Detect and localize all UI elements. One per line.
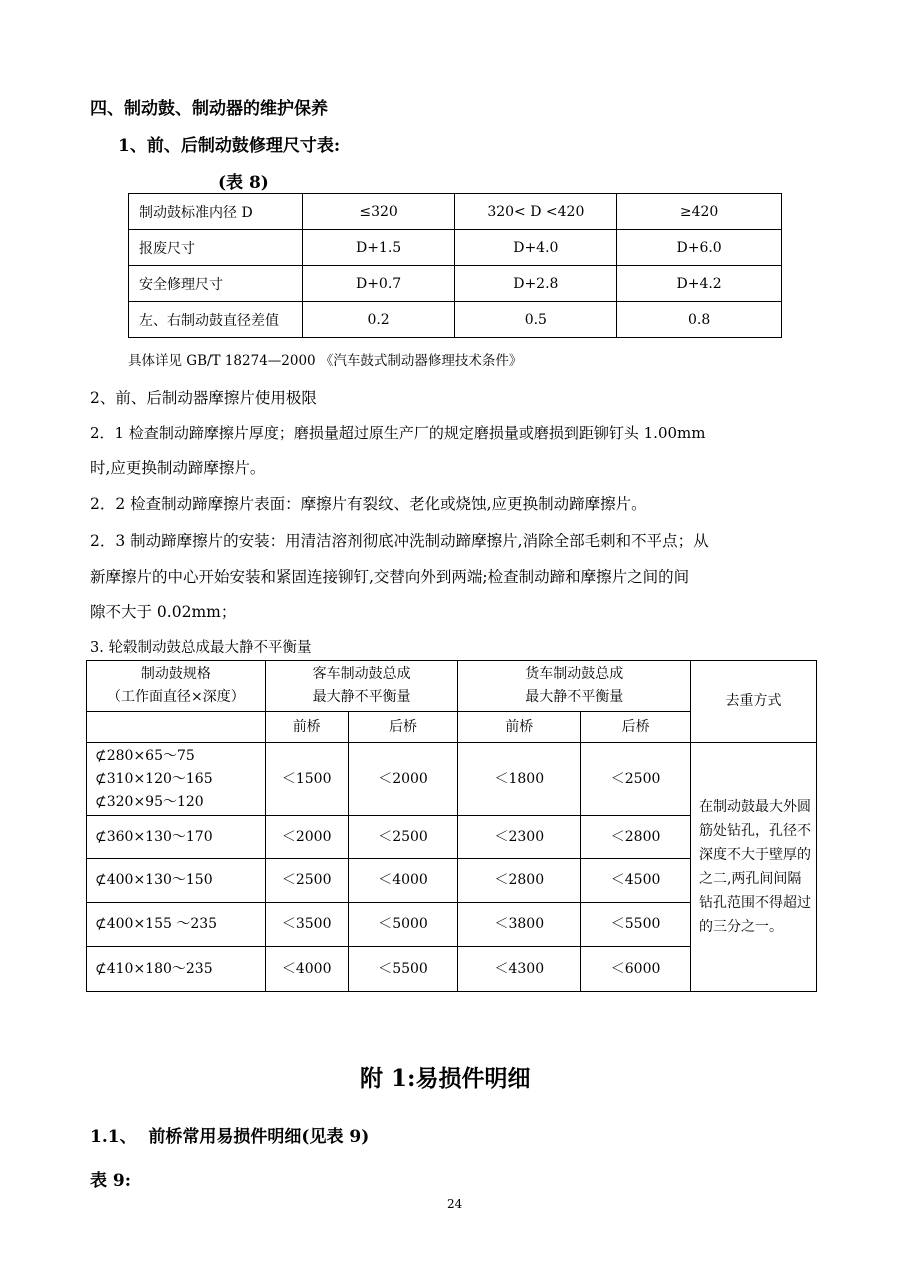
table-cell: ＜2500 (348, 816, 458, 859)
paragraph-2-2: 2．2 检查制动蹄摩擦片表面：摩擦片有裂纹、老化或烧蚀,应更换制动蹄摩擦片。 (90, 495, 647, 513)
table-cell: D+4.0 (455, 230, 617, 266)
method-line: 筋处钻孔，孔径不 (698, 823, 811, 839)
repair-size-table (128, 193, 782, 338)
table-cell: ＜3800 (458, 903, 581, 947)
table-cell: ＜3500 (265, 903, 348, 947)
subsection-heading-3: 3. 轮毂制动鼓总成最大静不平衡量 (90, 640, 312, 656)
method-cell (690, 743, 816, 992)
appendix-item: 1.1、 前桥常用易损件明细(见表 9) (90, 1127, 370, 1147)
header-truck-line1: 货车制动鼓总成 (525, 666, 624, 682)
table-cell: 0.8 (617, 302, 782, 338)
table-cell: 左、右制动鼓直径差值 (129, 302, 303, 338)
table-cell: ＜5500 (581, 903, 691, 947)
header-truck-line2: 最大静不平衡量 (525, 689, 624, 705)
subsection-heading-2: 2、前、后制动器摩擦片使用极限 (90, 389, 317, 407)
table-cell: D+4.2 (617, 266, 782, 302)
table-cell: ＜6000 (581, 947, 691, 992)
table-cell: 安全修理尺寸 (129, 266, 303, 302)
header-truck-rear: 后桥 (581, 712, 691, 743)
table-cell: 制动鼓标准内径 D (129, 194, 303, 230)
table-cell: ＜2800 (581, 816, 691, 859)
table8-caption: (表 8) (218, 173, 269, 193)
table-cell: ＜2500 (581, 743, 691, 816)
spec-line: ⊄310×120～165 (95, 770, 213, 787)
spec-cell (87, 743, 266, 816)
table-cell: ＜2500 (265, 859, 348, 903)
spec-cell: ⊄400×130～150 (87, 859, 266, 903)
page-number: 24 (447, 1197, 463, 1211)
table-cell: ＜5000 (348, 903, 458, 947)
table-row (87, 743, 817, 816)
table-cell: ＜4000 (265, 947, 348, 992)
method-line: 在制动鼓最大外圆 (698, 799, 811, 815)
appendix-title: 附 1:易损件明细 (360, 1065, 531, 1092)
section-heading: 四、制动鼓、制动器的维护保养 (90, 99, 328, 119)
table-cell: ＜4500 (581, 859, 691, 903)
table-cell: ＜1800 (458, 743, 581, 816)
reference-note: 具体详见 GB/T 18274—2000 《汽车鼓式制动器修理技术条件》 (128, 353, 523, 369)
table-header-row (87, 661, 817, 712)
paragraph-2-3-line3: 隙不大于 0.02mm； (90, 603, 237, 621)
method-line: 之二,两孔间间隔 (698, 871, 802, 887)
spec-cell: ⊄410×180～235 (87, 947, 266, 992)
method-line: 的三分之一。 (698, 919, 783, 935)
header-bus-front: 前桥 (265, 712, 348, 743)
table9-label: 表 9: (90, 1171, 132, 1191)
table-row (129, 194, 782, 230)
header-bus-line2: 最大静不平衡量 (312, 689, 411, 705)
static-imbalance-table (86, 660, 817, 992)
table-row (129, 302, 782, 338)
header-spec (87, 661, 266, 712)
table-cell: 0.5 (455, 302, 617, 338)
table-cell: ＜4000 (348, 859, 458, 903)
header-method: 去重方式 (690, 661, 816, 743)
table-cell: D+2.8 (455, 266, 617, 302)
table-cell: D+0.7 (302, 266, 455, 302)
paragraph-2-1-line1: 2．1 检查制动蹄摩擦片厚度；磨损量超过原生产厂的规定磨损量或磨损到距铆钉头 1.00mm (90, 424, 706, 442)
table-cell: ＜1500 (265, 743, 348, 816)
table-cell: ＜4300 (458, 947, 581, 992)
table-cell: ≥420 (617, 194, 782, 230)
header-truck (458, 661, 691, 712)
header-bus-line1: 客车制动鼓总成 (312, 666, 411, 682)
subsection-heading-1: 1、前、后制动鼓修理尺寸表: (118, 136, 341, 156)
header-spec-line1: 制动鼓规格 (140, 666, 211, 682)
spec-cell: ⊄400×155 ～235 (87, 903, 266, 947)
header-bus (265, 661, 458, 712)
paragraph-2-3-line1: 2．3 制动蹄摩擦片的安装：用清洁溶剂彻底冲洗制动蹄摩擦片,消除全部毛刺和不平点；从 (90, 532, 709, 550)
table-cell: 0.2 (302, 302, 455, 338)
table-cell: ≤320 (302, 194, 455, 230)
paragraph-2-3-line2: 新摩擦片的中心开始安装和紧固连接铆钉,交替向外到两端;检查制动蹄和摩擦片之间的间 (90, 568, 690, 586)
header-bus-rear: 后桥 (348, 712, 458, 743)
header-spec-line2: （工作面直径×深度） (107, 689, 245, 705)
table-row (129, 230, 782, 266)
spec-line: ⊄320×95～120 (95, 793, 204, 810)
table-cell (87, 712, 266, 743)
table-cell: D+1.5 (302, 230, 455, 266)
spec-cell: ⊄360×130～170 (87, 816, 266, 859)
table-cell: ＜2300 (458, 816, 581, 859)
table-cell: 报废尺寸 (129, 230, 303, 266)
paragraph-2-1-line2: 时,应更换制动蹄摩擦片。 (90, 459, 266, 477)
method-line: 深度不大于壁厚的 (698, 847, 811, 863)
table-cell: D+6.0 (617, 230, 782, 266)
table-cell: 320< D <420 (455, 194, 617, 230)
table-cell: ＜5500 (348, 947, 458, 992)
table-cell: ＜2000 (348, 743, 458, 816)
table-cell: ＜2000 (265, 816, 348, 859)
method-line: 钻孔范围不得超过 (698, 895, 811, 911)
table-cell: ＜2800 (458, 859, 581, 903)
table-row (129, 266, 782, 302)
header-truck-front: 前桥 (458, 712, 581, 743)
spec-line: ⊄280×65～75 (95, 747, 195, 764)
